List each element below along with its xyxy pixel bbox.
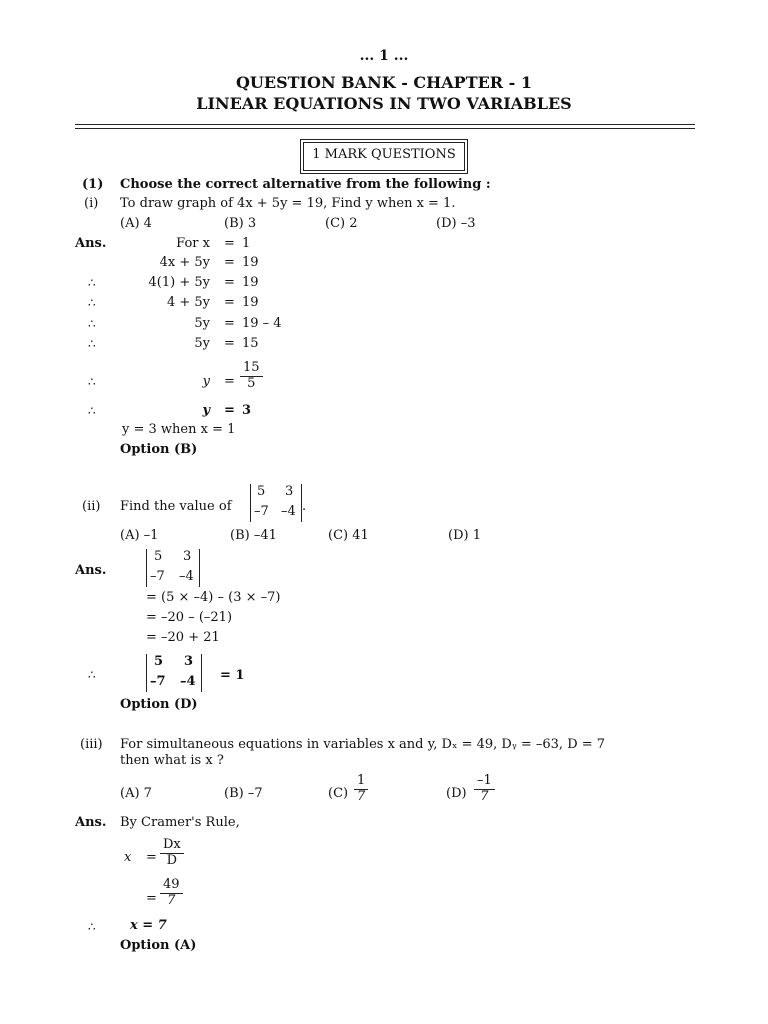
header-rule-bottom [75,128,695,129]
step-rhs: 1 [242,236,251,251]
fraction-denominator: D [166,852,178,868]
answer-text: By Cramer's Rule, [120,815,240,830]
chapter-subtitle: LINEAR EQUATIONS IN TWO VARIABLES [196,94,572,113]
step-lhs: 4(1) + 5y [148,275,210,290]
step-op: = [224,295,235,310]
correct-option: Option (A) [120,938,197,953]
det-cell: 5 [154,549,163,564]
step-rhs: 19 [242,295,259,310]
conclusion: y = 3 when x = 1 [122,422,236,437]
option-a: (A) –1 [120,528,159,543]
therefore-symbol: ∴ [88,276,96,290]
option-d: (D) 1 [448,528,481,543]
correct-option: Option (D) [120,697,198,712]
header-rule-top [75,124,695,125]
subquestion-number: (ii) [82,499,101,514]
therefore-symbol: ∴ [88,317,96,331]
therefore-symbol: ∴ [88,337,96,351]
option-d: (D) –3 [436,216,476,231]
option-c-label: (C) [328,786,349,801]
eq-op: = [146,850,157,865]
step-op: = [224,275,235,290]
question-number: (1) [82,177,104,192]
option-c: (C) 41 [328,528,369,543]
result: x = 7 [130,918,167,933]
eq-lhs: x [124,850,132,865]
therefore-symbol: ∴ [88,296,96,310]
determinant [250,484,302,522]
section-title: 1 MARK QUESTIONS [312,147,456,162]
step-lhs: 5y [194,316,210,331]
step-rhs: 19 [242,275,259,290]
step-lhs: 4 + 5y [166,295,210,310]
therefore-symbol: ∴ [88,668,96,682]
step-op: = [224,236,235,251]
step-op: = [224,336,235,351]
fraction [160,838,184,869]
subquestion-text: Find the value of [120,499,232,514]
correct-option: Option (B) [120,442,198,457]
answer-label: Ans. [75,563,107,578]
option-b: (B) –41 [230,528,277,543]
fraction-denominator: 7 [167,892,176,908]
answer-label: Ans. [75,236,107,251]
eq-op: = [146,891,157,906]
det-cell: 3 [285,484,294,499]
det-cell: –7 [254,504,269,519]
result-op: = [224,403,235,418]
option-a: (A) 7 [120,786,152,801]
det-cell: –7 [150,674,166,689]
subquestion-number: (i) [84,196,99,211]
page-number: ... 1 ... [359,48,409,64]
result-lhs: y [202,403,210,418]
step: = –20 – (–21) [146,610,233,625]
det-cell: –4 [180,674,196,689]
step-lhs: For x [176,236,210,251]
step-rhs: 19 [242,255,259,270]
step: = (5 × –4) – (3 × –7) [146,590,281,605]
det-cell: –4 [179,569,194,584]
fraction-numerator: Dx [160,838,184,854]
step-op: = [224,255,235,270]
fraction-numerator: 49 [160,878,183,894]
fraction-denominator: 7 [480,788,489,804]
option-a: (A) 4 [120,216,152,231]
therefore-symbol: ∴ [88,375,96,389]
determinant [146,654,202,692]
fraction-numerator: –1 [474,774,495,790]
chapter-title: QUESTION BANK - CHAPTER - 1 [235,73,533,92]
option-c: (C) 2 [325,216,358,231]
result-rhs: 3 [242,403,252,418]
fraction-denominator: 7 [357,788,366,804]
step-op: = [224,316,235,331]
fraction [160,878,183,909]
step-lhs: 4x + 5y [159,255,210,270]
fraction-numerator: 1 [354,774,368,790]
step-lhs: 5y [194,336,210,351]
therefore-symbol: ∴ [88,404,96,418]
step-lhs: y [202,374,210,389]
fraction-denominator: 5 [247,375,256,391]
step: = –20 + 21 [146,630,220,645]
result: = 1 [220,668,245,683]
option-d-fraction [474,774,495,805]
determinant [146,549,200,587]
period: . [302,499,307,514]
det-cell: –7 [150,569,165,584]
det-cell: 5 [154,654,164,669]
det-cell: 5 [257,484,266,499]
step-rhs: 19 – 4 [242,316,282,331]
det-cell: 3 [184,654,194,669]
det-cell: –4 [281,504,296,519]
step-op: = [224,374,235,389]
fraction-numerator: 15 [240,361,263,377]
subquestion-text-line2: then what is x ? [120,753,224,768]
option-b: (B) 3 [224,216,257,231]
step-rhs: 15 [242,336,259,351]
fraction [240,361,263,392]
subquestion-text: To draw graph of 4x + 5y = 19, Find y when x = 1. [120,196,456,211]
answer-label: Ans. [75,815,107,830]
option-c-fraction [354,774,368,805]
subquestion-number: (iii) [80,737,103,752]
option-d-label: (D) [446,786,467,801]
option-b: (B) –7 [224,786,263,801]
subquestion-text: For simultaneous equations in variables x and y, Dₓ = 49, Dᵧ = –63, D = 7 [120,737,606,752]
therefore-symbol: ∴ [88,920,96,934]
question-instruction: Choose the correct alternative from the following : [120,177,491,192]
det-cell: 3 [183,549,192,564]
